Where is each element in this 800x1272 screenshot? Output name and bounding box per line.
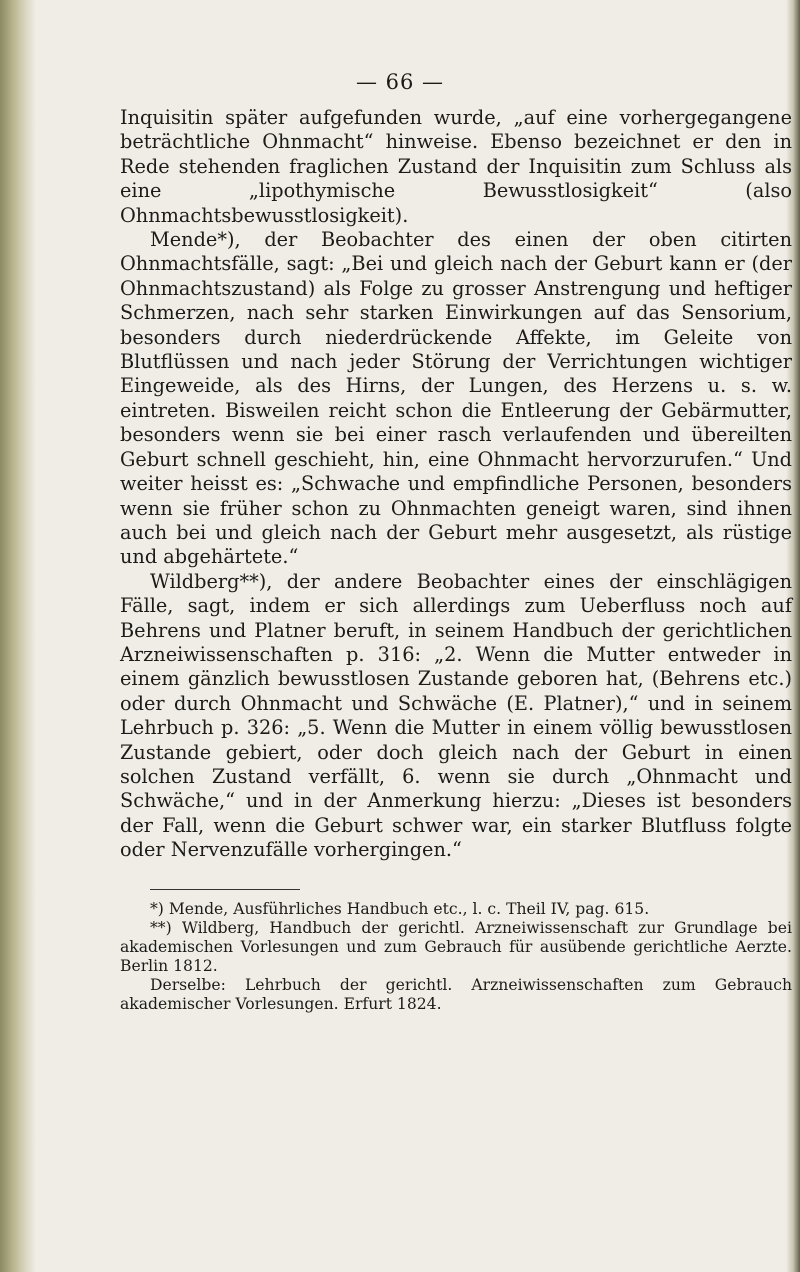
footnote-3: Derselbe: Lehrbuch der gerichtl. Arzneiwissenschaften zum Gebrauch akademischer Vorlesungen. Erfurt 1824. <box>120 975 792 1013</box>
page-edge-left <box>0 0 36 1272</box>
paragraph-3: Wildberg**), der andere Beobachter eines der einschlägigen Fälle, sagt, indem er sich allerdings zum Ueberfluss noch auf Behrens und Platner beruft, in seinem Handbuch der gerichtlichen Arzneiwissenschaften p. 316: „2. Wenn die Mutter entweder in einem gänzlich bewusstlosen Zustande geboren hat, (Behrens etc.) oder durch Ohnmacht und Schwäche (E. Platner),“ und in seinem Lehrbuch p. 326: „5. Wenn die Mutter in einem völlig bewusstlosen Zustande gebiert, oder doch gleich nach der Geburt in einen solchen Zustand verfällt, 6. wenn sie durch „Ohnmacht und Schwäche,“ und in der Anmerkung hierzu: „Dieses ist besonders der Fall, wenn die Geburt schwer war, ein starker Blutfluss folgte oder Nervenzufälle vorhergingen.“ <box>120 569 792 862</box>
page-body <box>120 106 792 1014</box>
footnote-1: *) Mende, Ausführliches Handbuch etc., l. c. Theil IV, pag. 615. <box>150 899 650 918</box>
paragraph-1: Inquisitin später aufgefunden wurde, „auf eine vorhergegangene beträchtliche Ohnmacht“ hinweise. Ebenso bezeichnet er den in Rede stehenden fraglichen Zustand der Inquisitin zum Schluss als eine „lipothymische Bewusstlosigkeit“ (also Ohnmachtsbewusstlosigkeit). <box>120 106 792 227</box>
footnote-divider <box>150 889 300 890</box>
footnote-2: **) Wildberg, Handbuch der gerichtl. Arzneiwissenschaft zur Grundlage bei akademischen Vorlesungen und zum Gebrauch für ausübende gerichtliche Aerzte. Berlin 1812. <box>120 918 792 975</box>
page-number: — 66 — <box>355 70 445 94</box>
paragraph-2: Mende*), der Beobachter des einen der oben citirten Ohnmachtsfälle, sagt: „Bei und gleich nach der Geburt kann er (der Ohnmachtszustand) als Folge zu grosser Anstrengung und heftiger Schmerzen, nach sehr starken Einwirkungen auf das Sensorium, besonders durch niederdrückende Affekte, im Geleite von Blutflüssen und nach jeder Störung der Verrichtungen wichtiger Eingeweide, als des Hirns, der Lungen, des Herzens u. s. w. eintreten. Bisweilen reicht schon die Entleerung der Gebärmutter, besonders wenn sie bei einer rasch verlaufenden und übereilten Geburt schnell geschieht, hin, eine Ohnmacht hervorzurufen.“ Und weiter heisst es: „Schwache und empfindliche Personen, besonders wenn sie früher schon zu Ohnmachten geneigt waren, sind ihnen auch bei und gleich nach der Geburt mehr ausgesetzt, als rüstige und abgehärtete.“ <box>120 228 792 569</box>
